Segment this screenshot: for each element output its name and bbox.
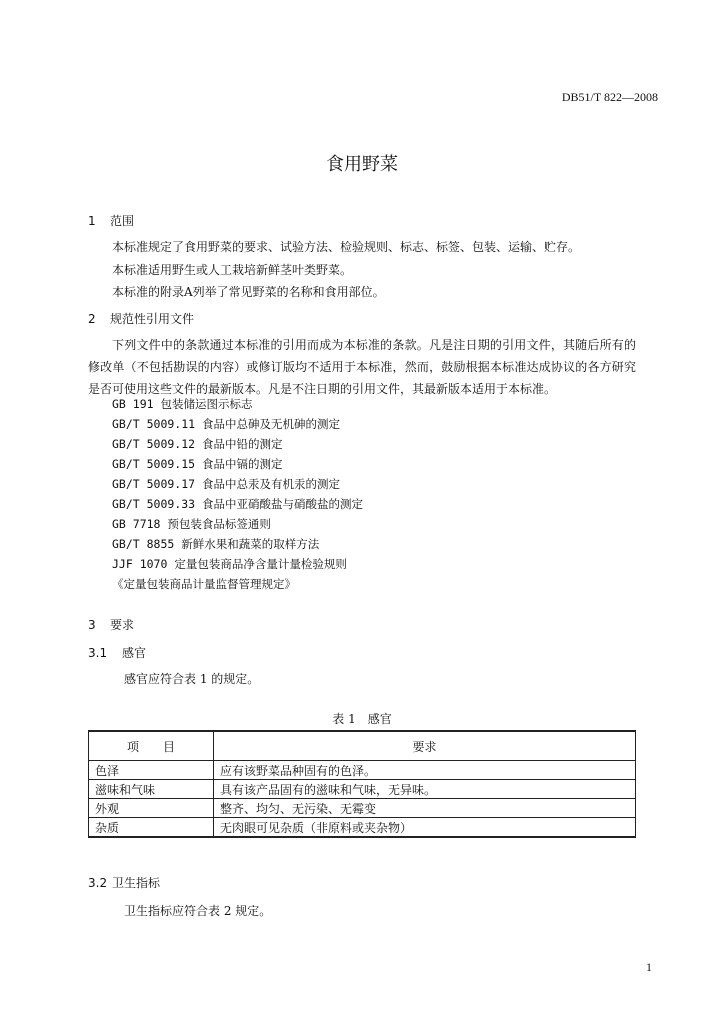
standard-code: DB51/T 822—2008 bbox=[561, 90, 658, 104]
scope-line-3: 本标准的附录A列举了常见野菜的名称和食用部位。 bbox=[112, 285, 385, 299]
reference-code: GB/T 8855 bbox=[112, 537, 175, 551]
reference-title: 食品中总砷及无机砷的测定 bbox=[202, 417, 341, 431]
section-2-heading bbox=[88, 310, 194, 327]
section-title: 感官 bbox=[122, 646, 147, 660]
table-cell: 具有该产品固有的滋味和气味，无异味。 bbox=[214, 780, 636, 799]
header-requirement: 要求 bbox=[214, 731, 636, 761]
normative-references-paragraph: 下列文件中的条款通过本标准的引用而成为本标准的条款。凡是注日期的引用文件，其随后所有的修改单（不包括勘误的内容）或修订版均不适用于本标准，然而，鼓励根据本标准达成协议的各方研究是否可使用这些文件的最新版本。凡是不注日期的引用文件，其最新版本适用于本标准。 bbox=[88, 338, 636, 396]
section-number: 3.2 bbox=[88, 876, 108, 890]
section-title: 卫生指标 bbox=[112, 876, 161, 890]
table-row bbox=[89, 780, 636, 799]
reference-code: JJF 1070 bbox=[112, 557, 168, 571]
section-title: 范围 bbox=[110, 214, 135, 228]
reference-title: 《定量包装商品计量监督管理规定》 bbox=[112, 577, 296, 591]
reference-title: 食品中亚硝酸盐与硝酸盐的测定 bbox=[202, 497, 364, 511]
table-header-row bbox=[89, 731, 636, 761]
reference-code: GB 191 bbox=[112, 397, 154, 411]
table-cell: 杂质 bbox=[89, 818, 214, 838]
reference-title: 食品中镉的测定 bbox=[202, 457, 283, 471]
reference-title: 预包装食品标签通则 bbox=[167, 517, 271, 531]
reference-item bbox=[112, 436, 283, 452]
reference-item bbox=[112, 456, 283, 472]
reference-title: 包装储运图示标志 bbox=[160, 397, 253, 411]
section-number: 2 bbox=[88, 312, 96, 326]
reference-item bbox=[112, 396, 252, 412]
table-cell: 整齐、均匀、无污染、无霉变 bbox=[214, 799, 636, 818]
reference-title: 食品中总汞及有机汞的测定 bbox=[202, 477, 341, 491]
table-cell: 滋味和气味 bbox=[89, 780, 214, 799]
section-number: 3 bbox=[88, 618, 96, 632]
reference-code: GB/T 5009.12 bbox=[112, 437, 196, 451]
reference-item bbox=[112, 496, 363, 512]
reference-code: GB/T 5009.33 bbox=[112, 497, 196, 511]
scope-line-1: 本标准规定了食用野菜的要求、试验方法、检验规则、标志、标签、包装、运输、贮存。 bbox=[112, 240, 581, 254]
reference-item bbox=[112, 476, 340, 492]
reference-item bbox=[112, 516, 271, 532]
table-row bbox=[89, 818, 636, 838]
section-1-heading bbox=[88, 212, 134, 229]
reference-item bbox=[112, 416, 340, 432]
section-number: 1 bbox=[88, 214, 96, 228]
table-cell: 应有该野菜品种固有的色泽。 bbox=[214, 761, 636, 780]
section-title: 要求 bbox=[110, 618, 135, 632]
table-cell: 无肉眼可见杂质（非原料或夹杂物） bbox=[214, 818, 636, 838]
reference-code: GB/T 5009.17 bbox=[112, 477, 196, 491]
section-3-2-heading bbox=[88, 874, 160, 891]
table-1-caption: 表 1 感官 bbox=[332, 712, 392, 726]
reference-title: 定量包装商品净含量计量检验规则 bbox=[174, 557, 347, 571]
sensory-table bbox=[88, 730, 636, 838]
table-row bbox=[89, 799, 636, 818]
header-item: 项 目 bbox=[89, 731, 214, 761]
reference-code: GB/T 5009.11 bbox=[112, 417, 196, 431]
section-3-heading bbox=[88, 616, 134, 633]
document-title: 食用野菜 bbox=[326, 154, 398, 175]
section-3-1-heading bbox=[88, 644, 146, 661]
reference-code: GB/T 5009.15 bbox=[112, 457, 196, 471]
reference-item bbox=[112, 576, 296, 592]
scope-line-2: 本标准适用野生或人工栽培新鲜茎叶类野菜。 bbox=[112, 263, 353, 277]
reference-item bbox=[112, 536, 319, 552]
reference-item bbox=[112, 556, 347, 572]
table-cell: 色泽 bbox=[89, 761, 214, 780]
sensory-requirement-text: 感官应符合表 1 的规定。 bbox=[124, 672, 260, 686]
reference-title: 食品中铅的测定 bbox=[202, 437, 283, 451]
reference-title: 新鲜水果和蔬菜的取样方法 bbox=[181, 537, 320, 551]
section-title: 规范性引用文件 bbox=[110, 312, 195, 326]
reference-code: GB 7718 bbox=[112, 517, 161, 531]
table-row bbox=[89, 761, 636, 780]
section-number: 3.1 bbox=[88, 646, 108, 660]
table-cell: 外观 bbox=[89, 799, 214, 818]
hygiene-requirement-text: 卫生指标应符合表 2 规定。 bbox=[124, 904, 272, 918]
page-number: 1 bbox=[646, 960, 652, 974]
